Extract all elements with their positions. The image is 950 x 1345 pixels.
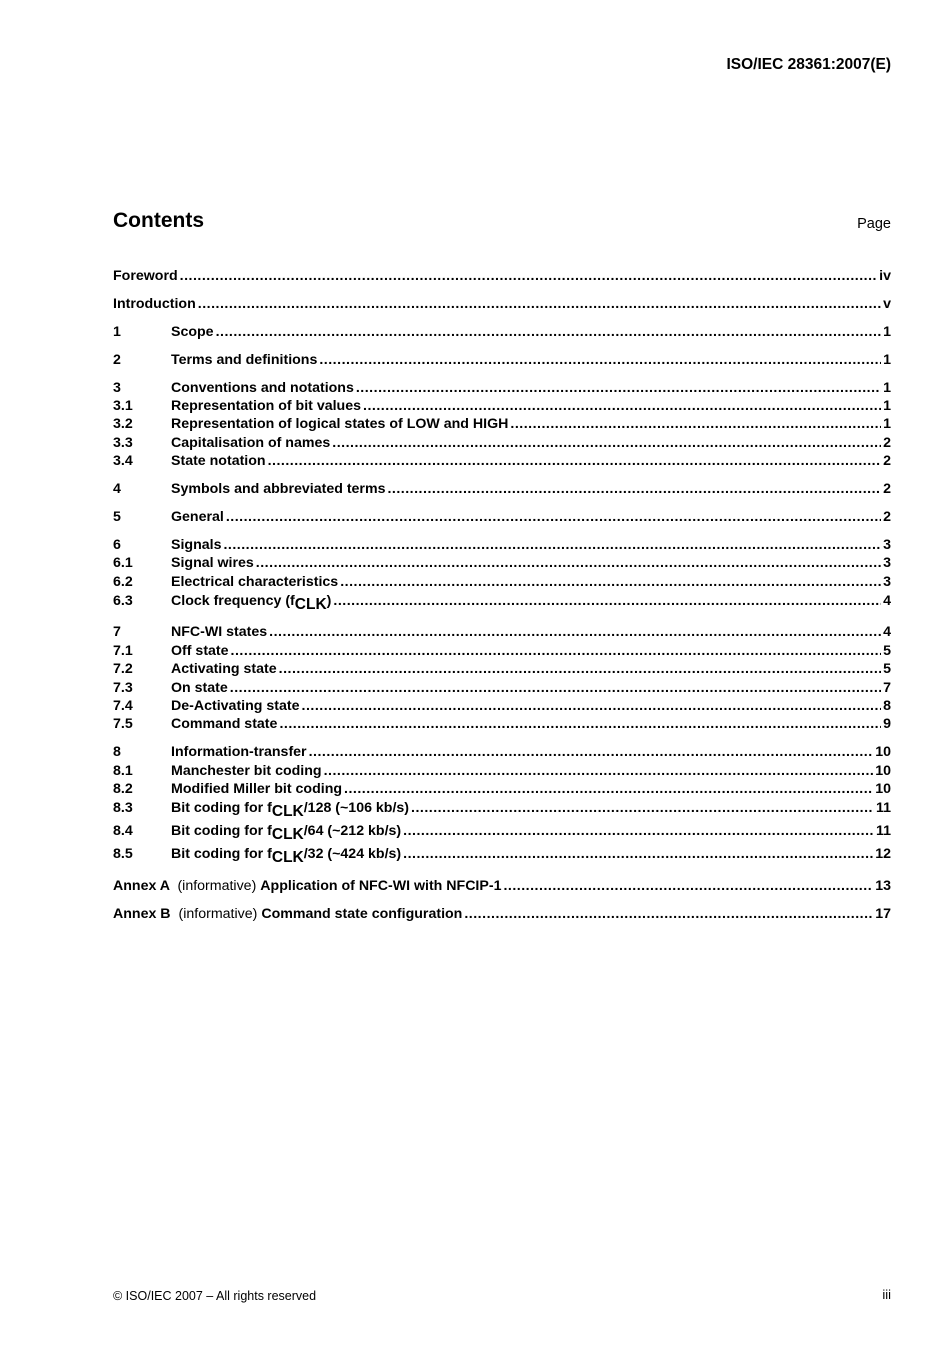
toc-entry-number: 7.1	[113, 642, 133, 659]
toc-dot-leader	[503, 878, 873, 894]
toc-entry-title-text: Capitalisation of names	[171, 434, 331, 451]
toc-entry-title	[171, 435, 330, 451]
toc-entry-title-text: NFC-WI states	[171, 624, 268, 641]
toc-dot-leader	[309, 744, 874, 760]
toc-entry-subscript: CLK	[271, 803, 304, 821]
toc-entry-title-text: Signal wires	[171, 555, 254, 572]
toc-entry-number: 8.5	[113, 846, 133, 863]
toc-dot-leader	[510, 416, 881, 432]
toc-entry-title	[171, 763, 322, 779]
toc-entry[interactable]	[113, 799, 891, 822]
toc-entry-number: 8.3	[113, 800, 133, 817]
toc-dot-leader	[464, 906, 873, 922]
toc-entry-title-suffix: /32 (~424 kb/s)	[303, 846, 402, 863]
toc-entry[interactable]	[113, 537, 891, 555]
toc-entry-page: 2	[883, 508, 891, 525]
toc-dot-leader	[302, 698, 882, 714]
toc-entry-number: 6.2	[113, 573, 133, 590]
toc-entry-number: 1	[113, 323, 121, 340]
toc-entry[interactable]	[113, 398, 891, 416]
toc-entry-title	[171, 643, 229, 659]
toc-entry-number: 8	[113, 744, 121, 761]
toc-entry-page: 11	[876, 800, 891, 817]
toc-dot-leader	[324, 763, 874, 779]
toc-entry-page: 17	[875, 905, 891, 922]
toc-entry[interactable]	[113, 453, 891, 471]
toc-entry-page: 3	[883, 573, 891, 590]
toc-dot-leader	[268, 453, 882, 469]
toc-entry[interactable]	[113, 555, 891, 573]
toc-entry-title	[171, 398, 361, 414]
toc-dot-leader	[230, 680, 881, 696]
toc-annex-title-block	[113, 906, 462, 922]
toc-dot-leader	[198, 296, 881, 312]
toc-entry[interactable]	[113, 416, 891, 434]
toc-entry[interactable]	[113, 296, 891, 314]
toc-entry-title-text: Conventions and notations	[171, 379, 354, 396]
toc-entry-title-text: Bit coding for f	[171, 800, 272, 817]
toc-entry-title-text: Signals	[171, 536, 222, 553]
toc-entry-page: 5	[883, 661, 891, 678]
toc-entry-number: 3.1	[113, 397, 133, 414]
toc-entry-number: 3.3	[113, 434, 133, 451]
toc-entry-title	[171, 799, 410, 821]
toc-entry[interactable]	[113, 661, 891, 679]
document-id: ISO/IEC 28361:2007(E)	[726, 56, 891, 73]
toc-entry-page: 10	[875, 781, 891, 798]
toc-entry-number: 8.1	[113, 762, 133, 779]
toc-entry[interactable]	[113, 592, 891, 615]
toc-entry-title	[171, 822, 402, 844]
toc-entry-title	[171, 574, 338, 590]
toc-entry-page: 1	[883, 323, 891, 340]
toc-entry[interactable]	[113, 744, 891, 762]
toc-entry-title-text: Information-transfer	[171, 744, 307, 761]
toc-entry[interactable]	[113, 380, 891, 398]
toc-entry-number: 7.3	[113, 679, 133, 696]
toc-entry-title-text: Foreword	[113, 268, 178, 284]
copyright-notice: © ISO/IEC 2007 – All rights reserved	[113, 1289, 317, 1303]
toc-entry-title	[171, 845, 402, 867]
toc-annex-title-block	[113, 878, 501, 894]
toc-entry-number: 7.4	[113, 698, 133, 715]
toc-dot-leader	[363, 398, 881, 414]
toc-entry-title-text: Bit coding for f	[171, 846, 272, 863]
toc-entry-number: 7.5	[113, 716, 133, 733]
toc-entry[interactable]	[113, 643, 891, 661]
toc-dot-leader	[231, 643, 882, 659]
toc-dot-leader	[216, 324, 882, 340]
toc-entry-title-text: Activating state	[171, 661, 277, 678]
toc-entry-title-text: Representation of logical states of LOW and HIGH	[171, 416, 509, 433]
toc-entry[interactable]	[113, 435, 891, 453]
toc-group	[113, 624, 891, 734]
toc-dot-leader	[344, 781, 873, 797]
annex-note: (informative)	[177, 877, 257, 894]
annex-title: Command state configuration	[261, 905, 463, 922]
toc-group	[113, 878, 891, 896]
toc-dot-leader	[319, 352, 881, 368]
toc-entry[interactable]	[113, 680, 891, 698]
toc-entry-title-text: On state	[171, 679, 228, 696]
toc-entry-title-text: Introduction	[113, 295, 196, 312]
toc-entry-page: 1	[883, 379, 891, 396]
toc-entry[interactable]	[113, 324, 891, 342]
toc-entry-title-text: Manchester bit coding	[171, 762, 322, 779]
toc-dot-leader	[356, 380, 881, 396]
toc-entry-title	[171, 716, 277, 732]
toc-entry[interactable]	[113, 716, 891, 734]
toc-entry-subscript: CLK	[294, 595, 327, 613]
toc-entry[interactable]	[113, 624, 891, 642]
toc-dot-leader	[279, 716, 881, 732]
toc-entry-page: 10	[875, 762, 891, 779]
toc-entry-title	[171, 698, 300, 714]
toc-entry-number: 3	[113, 379, 121, 396]
toc-entry-number: 6	[113, 536, 121, 553]
toc-dot-leader	[340, 574, 881, 590]
toc-entry-page: 2	[883, 481, 891, 498]
page-number: iii	[882, 1287, 891, 1302]
toc-dot-leader	[269, 624, 881, 640]
toc-entry-title	[171, 592, 332, 613]
toc-dot-leader	[332, 435, 881, 451]
toc-entry-title-text: Scope	[171, 323, 214, 340]
toc-entry-number: 7	[113, 624, 121, 641]
toc-entry-page: iv	[879, 268, 891, 284]
toc-entry-title	[113, 268, 178, 284]
toc-group	[113, 906, 891, 924]
toc-entry[interactable]	[113, 574, 891, 592]
toc-entry-title-text: Electrical characteristics	[171, 573, 339, 590]
toc-entry-title	[171, 624, 267, 640]
toc-entry-number: 8.4	[113, 823, 133, 840]
toc-entry-page: 1	[883, 397, 891, 414]
toc-group	[113, 380, 891, 472]
toc-entry-title-text: Off state	[171, 642, 229, 659]
contents-heading: Contents	[113, 209, 204, 232]
toc-entry-title	[171, 509, 224, 525]
toc-entry-title-suffix: )	[326, 592, 332, 609]
toc-entry[interactable]	[113, 698, 891, 716]
toc-group	[113, 296, 891, 314]
toc-group	[113, 537, 891, 615]
toc-entry-page: 13	[875, 877, 891, 894]
toc-entry-page: 12	[875, 846, 891, 863]
toc-group	[113, 324, 891, 342]
toc-entry[interactable]	[113, 845, 891, 868]
toc-entry-title-text: Symbols and abbreviated terms	[171, 481, 386, 498]
toc-dot-leader	[226, 509, 881, 525]
toc-entry-title	[171, 481, 385, 497]
toc-entry-title	[171, 744, 307, 760]
toc-entry-page: 11	[876, 823, 891, 840]
toc-entry[interactable]	[113, 781, 891, 799]
toc-dot-leader	[256, 555, 881, 571]
toc-entry-title-suffix: /128 (~106 kb/s)	[303, 800, 410, 817]
toc-entry-page: 5	[883, 642, 891, 659]
toc-entry-page: 7	[883, 679, 891, 696]
toc-dot-leader	[279, 661, 881, 677]
toc-entry-title-text: Representation of bit values	[171, 397, 361, 414]
toc-entry-title	[171, 352, 317, 368]
toc-entry-title-text: General	[171, 508, 224, 525]
toc-dot-leader	[223, 537, 881, 553]
toc-entry-number: 8.2	[113, 781, 133, 798]
toc-entry-title-text: Modified Miller bit coding	[171, 781, 343, 798]
toc-entry-subscript: CLK	[271, 826, 304, 844]
toc-dot-leader	[411, 800, 874, 816]
toc-entry-title	[171, 680, 228, 696]
toc-entry-page: 8	[883, 698, 891, 715]
toc-entry[interactable]	[113, 268, 891, 286]
annex-title: Application of NFC-WI with NFCIP-1	[260, 877, 502, 894]
toc-entry-number: 3.4	[113, 453, 133, 470]
toc-dot-leader	[403, 846, 873, 862]
toc-entry-number: 7.2	[113, 661, 133, 678]
toc-entry[interactable]	[113, 481, 891, 499]
toc-entry-page: v	[883, 295, 891, 312]
toc-entry[interactable]	[113, 509, 891, 527]
toc-annex-entry[interactable]	[113, 878, 891, 896]
toc-entry-title	[113, 296, 196, 312]
toc-entry-number: 4	[113, 481, 121, 498]
toc-entry-page: 10	[875, 744, 891, 761]
toc-annex-entry[interactable]	[113, 906, 891, 924]
annex-label: Annex A	[113, 877, 170, 894]
toc-group	[113, 268, 891, 286]
annex-label: Annex B	[113, 905, 171, 922]
toc-dot-leader	[180, 268, 878, 284]
toc-entry-title-text: Terms and definitions	[171, 351, 318, 368]
toc-entry-number: 2	[113, 351, 121, 368]
toc-dot-leader	[387, 481, 881, 497]
toc-entry[interactable]	[113, 763, 891, 781]
toc-entry-title	[171, 453, 266, 469]
toc-entry-title	[171, 324, 214, 340]
toc-entry-page: 3	[883, 536, 891, 553]
toc-entry-title	[171, 537, 221, 553]
toc-entry-title-text: State notation	[171, 453, 266, 470]
toc-group	[113, 744, 891, 868]
toc-group	[113, 481, 891, 499]
toc-entry-title-suffix: /64 (~212 kb/s)	[303, 823, 402, 840]
annex-note: (informative)	[178, 905, 258, 922]
toc-entry-subscript: CLK	[271, 849, 304, 867]
toc-dot-leader	[403, 823, 874, 839]
toc-entry-page: 9	[883, 716, 891, 733]
toc-entry-page: 2	[883, 453, 891, 470]
toc-entry-title-text: De-Activating state	[171, 698, 300, 715]
toc-entry-title	[171, 555, 254, 571]
toc-entry-title	[171, 380, 354, 396]
toc-entry-page: 1	[883, 351, 891, 368]
toc-entry-number: 3.2	[113, 416, 133, 433]
toc-entry-title	[171, 661, 277, 677]
toc-entry-title	[171, 416, 508, 432]
toc-entry-title-text: Bit coding for f	[171, 823, 272, 840]
toc-entry-page: 3	[883, 555, 891, 572]
toc-entry-number: 5	[113, 508, 121, 525]
toc-entry-title-text: Clock frequency (f	[171, 592, 295, 609]
toc-dot-leader	[333, 593, 881, 609]
toc-group	[113, 352, 891, 370]
toc-entry[interactable]	[113, 352, 891, 370]
toc-entry-title-text: Command state	[171, 716, 278, 733]
toc-entry-number: 6.1	[113, 555, 133, 572]
page-column-label: Page	[857, 216, 891, 232]
toc-entry-page: 2	[883, 434, 891, 451]
toc-entry-title	[171, 781, 342, 797]
toc-entry[interactable]	[113, 822, 891, 845]
table-of-contents	[113, 268, 891, 934]
toc-entry-page: 4	[883, 592, 891, 609]
toc-group	[113, 509, 891, 527]
toc-entry-page: 1	[883, 416, 891, 433]
toc-entry-page: 4	[883, 624, 891, 641]
toc-entry-number: 6.3	[113, 592, 133, 609]
